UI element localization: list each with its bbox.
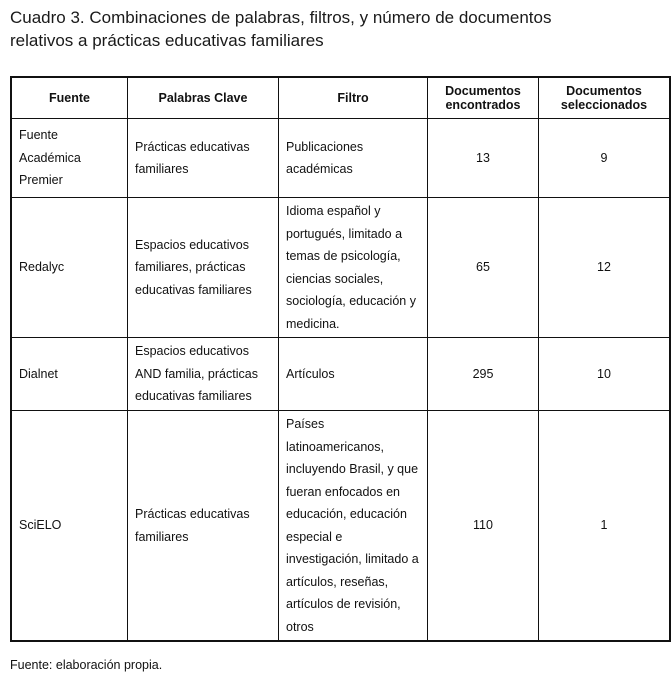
cell-fuente: Redalyc [11, 198, 128, 338]
cell-filtro: Idioma español y portugués, limitado a temas de psicología, ciencias sociales, sociología, educación y medicina. [279, 198, 428, 338]
header-encontrados-line-2: encontrados [445, 98, 521, 112]
table-row [11, 338, 670, 411]
table-header-row [11, 77, 670, 119]
source-note: Fuente: elaboración propia. [10, 658, 163, 672]
header-palabras-clave: Palabras Clave [128, 77, 279, 119]
cell-palabras-clave: Prácticas educativas familiares [128, 411, 279, 642]
cell-palabras-clave: Prácticas educativas familiares [128, 119, 279, 198]
header-documentos-encontrados [428, 77, 539, 119]
cell-filtro: Países latinoamericanos, incluyendo Brasil, y que fueran enfocados en educación, educación especial e investigación, limitado a artículos, reseñas, artículos de revisión, otros [279, 411, 428, 642]
header-fuente: Fuente [11, 77, 128, 119]
cell-seleccionados: 9 [539, 119, 671, 198]
cell-palabras-clave: Espacios educativos AND familia, prácticas educativas familiares [128, 338, 279, 411]
cell-seleccionados: 1 [539, 411, 671, 642]
header-seleccionados-line-2: seleccionados [560, 98, 648, 112]
table-row [11, 411, 670, 642]
cell-encontrados: 295 [428, 338, 539, 411]
cell-encontrados: 13 [428, 119, 539, 198]
cell-fuente: SciELO [11, 411, 128, 642]
documents-table [10, 76, 671, 642]
header-seleccionados-line-1: Documentos [566, 84, 642, 98]
header-encontrados-line-1: Documentos [445, 84, 521, 98]
table-row [11, 119, 670, 198]
table-caption [10, 6, 610, 52]
cell-fuente: Dialnet [11, 338, 128, 411]
caption-line-2: relativos a prácticas educativas familiares [10, 31, 324, 50]
cell-palabras-clave: Espacios educativos familiares, prácticas educativas familiares [128, 198, 279, 338]
cell-seleccionados: 12 [539, 198, 671, 338]
header-documentos-seleccionados [539, 77, 671, 119]
cell-filtro: Artículos [279, 338, 428, 411]
cell-encontrados: 110 [428, 411, 539, 642]
table-row [11, 198, 670, 338]
cell-fuente: Fuente Académica Premier [11, 119, 128, 198]
caption-line-1: Cuadro 3. Combinaciones de palabras, filtros, y número de documentos [10, 8, 552, 27]
cell-encontrados: 65 [428, 198, 539, 338]
cell-seleccionados: 10 [539, 338, 671, 411]
cell-filtro: Publicaciones académicas [279, 119, 428, 198]
header-filtro: Filtro [279, 77, 428, 119]
